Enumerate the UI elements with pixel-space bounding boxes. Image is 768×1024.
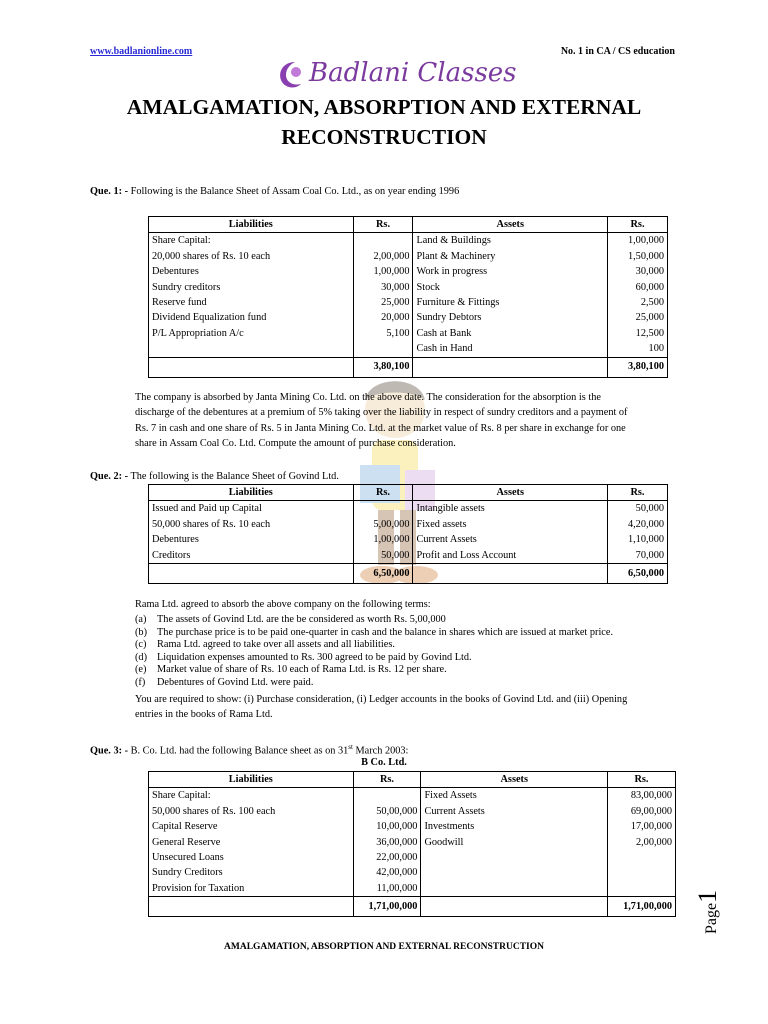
table-cell: Fixed Assets — [421, 788, 608, 804]
table-cell — [353, 501, 413, 517]
page-label: Page — [703, 902, 720, 934]
table-cell — [421, 881, 608, 897]
table-cell: Share Capital: — [149, 788, 354, 804]
table-cell: Work in progress — [413, 264, 608, 279]
table-cell — [149, 897, 354, 917]
table-cell — [353, 341, 413, 357]
q3-balance-sheet — [148, 771, 676, 917]
page-title-line-1: AMALGAMATION, ABSORPTION AND EXTERNAL — [126, 95, 642, 119]
logo-text: Badlani Classes — [309, 58, 517, 88]
q2-required-line-1: You are required to show: (i) Purchase consideration, (i) Ledger accounts in the books of Govind Ltd. and (iii) Opening — [135, 694, 628, 705]
table-row — [149, 788, 676, 804]
table-row — [149, 804, 676, 819]
table-cell — [413, 564, 608, 584]
column-header: Liabilities — [149, 485, 354, 501]
table-cell: Current Assets — [421, 804, 608, 819]
table-header-row — [149, 217, 668, 233]
q2-terms-list — [135, 614, 613, 690]
table-row — [149, 310, 668, 325]
q2-balance-sheet — [148, 484, 668, 584]
total-cell: 1,71,00,000 — [353, 897, 421, 917]
total-cell: 3,80,100 — [608, 357, 668, 377]
list-item-marker: (c) — [135, 639, 147, 651]
table-cell: 30,000 — [353, 280, 413, 295]
total-cell: 6,50,000 — [608, 564, 668, 584]
table-cell: 30,000 — [608, 264, 668, 279]
q1-label: Que. 1: - — [90, 186, 129, 197]
site-link[interactable]: www.badlanionline.com — [90, 46, 193, 57]
table-cell: 2,500 — [608, 295, 668, 310]
table-cell: 42,00,000 — [353, 865, 421, 880]
table-cell: Profit and Loss Account — [413, 548, 608, 564]
paragraph-line: Rs. 7 in cash and one share of Rs. 5 in Janta Mining Co. Ltd. at the market value of Rs. 8 per share in exchange for one — [135, 422, 626, 434]
column-header: Rs. — [608, 485, 668, 501]
table-cell: 1,10,000 — [608, 532, 668, 547]
list-item — [135, 614, 613, 627]
table-cell: Capital Reserve — [149, 819, 354, 834]
q3-intro-sup: st — [348, 743, 353, 751]
table-row — [149, 233, 668, 249]
column-header: Assets — [413, 217, 608, 233]
table-cell: Debentures — [149, 264, 354, 279]
table-row — [149, 881, 676, 897]
page-title-line-2: RECONSTRUCTION — [281, 125, 487, 149]
table-cell: 5,00,000 — [353, 517, 413, 532]
table-cell: Plant & Machinery — [413, 249, 608, 264]
table-cell: 69,00,000 — [608, 804, 676, 819]
q3-company-name: B Co. Ltd. — [361, 757, 407, 768]
table-cell: 20,000 shares of Rs. 10 each — [149, 249, 354, 264]
table-cell: 2,00,000 — [353, 249, 413, 264]
table-cell: 1,00,000 — [353, 264, 413, 279]
q1-intro — [90, 184, 459, 199]
table-row — [149, 835, 676, 850]
list-item-text: The purchase price is to be paid one-quarter in cash and the balance in shares which are issued at market price. — [157, 626, 614, 638]
table-cell: Furniture & Fittings — [413, 295, 608, 310]
total-row — [149, 564, 668, 584]
list-item-marker: (f) — [135, 676, 146, 688]
table-cell: 25,000 — [353, 295, 413, 310]
paragraph-line: discharge of the debentures at a premium of 5% taking over the liability in respect of sundry creditors and a payment of — [135, 407, 628, 419]
q1-paragraph — [135, 390, 680, 452]
logo-icon — [275, 58, 307, 92]
column-header: Assets — [413, 485, 608, 501]
list-item — [135, 627, 613, 640]
table-cell: 17,00,000 — [608, 819, 676, 834]
table-cell: Goodwill — [421, 835, 608, 850]
q3-intro-text-end: March 2003: — [352, 745, 409, 757]
list-item-marker: (d) — [135, 651, 148, 663]
table-cell: 50,00,000 — [353, 804, 421, 819]
table-cell: 10,00,000 — [353, 819, 421, 834]
q3-label: Que. 3: - — [90, 745, 129, 757]
table-cell: Sundry Creditors — [149, 865, 354, 880]
table-cell: Issued and Paid up Capital — [149, 501, 354, 517]
table-cell: Intangible assets — [413, 501, 608, 517]
table-cell: Share Capital: — [149, 233, 354, 249]
total-row — [149, 897, 676, 917]
q2-required-line-2: entries in the books of Rama Ltd. — [135, 709, 273, 721]
table-cell: Debentures — [149, 532, 354, 547]
q2-intro — [90, 469, 339, 484]
table-cell: 50,000 — [608, 501, 668, 517]
logo — [275, 58, 515, 94]
table-cell: 100 — [608, 341, 668, 357]
table-cell: 2,00,000 — [608, 835, 676, 850]
table-cell: 11,00,000 — [353, 881, 421, 897]
table-row — [149, 280, 668, 295]
page-number-value: 1 — [693, 889, 722, 903]
table-cell: 22,00,000 — [353, 850, 421, 865]
table-row — [149, 548, 668, 564]
table-cell: Reserve fund — [149, 295, 354, 310]
table-row — [149, 264, 668, 279]
table-cell — [149, 564, 354, 584]
table-cell: Sundry Debtors — [413, 310, 608, 325]
page-title — [0, 92, 768, 152]
table-header-row — [149, 485, 668, 501]
table-cell — [413, 357, 608, 377]
table-cell — [608, 881, 676, 897]
total-cell: 3,80,100 — [353, 357, 413, 377]
table-cell — [353, 233, 413, 249]
list-item — [135, 652, 613, 665]
table-row — [149, 819, 676, 834]
table-cell: 1,50,000 — [608, 249, 668, 264]
table-cell: Unsecured Loans — [149, 850, 354, 865]
table-cell: Fixed assets — [413, 517, 608, 532]
table-cell: Cash at Bank — [413, 326, 608, 341]
table-cell: 50,000 shares of Rs. 100 each — [149, 804, 354, 819]
paragraph-line: The company is absorbed by Janta Mining Co. Ltd. on the above date. The consideration for the absorption is the — [135, 392, 601, 403]
table-row — [149, 341, 668, 357]
table-row — [149, 295, 668, 310]
table-cell: Dividend Equalization fund — [149, 310, 354, 325]
table-cell: 60,000 — [608, 280, 668, 295]
column-header: Rs. — [353, 772, 421, 788]
table-cell — [353, 788, 421, 804]
table-cell — [608, 865, 676, 880]
total-cell: 6,50,000 — [353, 564, 413, 584]
table-cell: 1,00,000 — [353, 532, 413, 547]
table-cell: 20,000 — [353, 310, 413, 325]
table-row — [149, 517, 668, 532]
table-cell: 1,00,000 — [608, 233, 668, 249]
table-cell: Land & Buildings — [413, 233, 608, 249]
table-row — [149, 532, 668, 547]
table-cell: P/L Appropriation A/c — [149, 326, 354, 341]
table-cell — [421, 850, 608, 865]
page-number — [686, 888, 726, 934]
page-footer: AMALGAMATION, ABSORPTION AND EXTERNAL RECONSTRUCTION — [224, 942, 544, 952]
column-header: Rs. — [353, 485, 413, 501]
table-header-row — [149, 772, 676, 788]
list-item-text: Market value of share of Rs. 10 each of Rama Ltd. is Rs. 12 per share. — [157, 664, 447, 676]
table-cell: Cash in Hand — [413, 341, 608, 357]
total-row — [149, 357, 668, 377]
table-cell — [608, 850, 676, 865]
table-cell: Stock — [413, 280, 608, 295]
table-cell: Current Assets — [413, 532, 608, 547]
table-cell: 12,500 — [608, 326, 668, 341]
table-cell: 50,000 — [353, 548, 413, 564]
column-header: Rs. — [608, 217, 668, 233]
list-item — [135, 664, 613, 677]
table-row — [149, 865, 676, 880]
q2-intro-text: The following is the Balance Sheet of Govind Ltd. — [130, 471, 339, 482]
table-cell: 83,00,000 — [608, 788, 676, 804]
q3-intro-text: B. Co. Ltd. had the following Balance sheet as on 31 — [130, 745, 349, 757]
table-cell: 50,000 shares of Rs. 10 each — [149, 517, 354, 532]
table-row — [149, 501, 668, 517]
table-cell — [421, 897, 608, 917]
column-header: Rs. — [353, 217, 413, 233]
list-item-text: Liquidation expenses amounted to Rs. 300 agreed to be paid by Govind Ltd. — [157, 651, 472, 663]
table-cell — [149, 357, 354, 377]
total-cell: 1,71,00,000 — [608, 897, 676, 917]
table-cell: General Reserve — [149, 835, 354, 850]
table-cell: 25,000 — [608, 310, 668, 325]
list-item-text: The assets of Govind Ltd. are the be considered as worth Rs. 5,00,000 — [157, 614, 446, 625]
table-cell: Investments — [421, 819, 608, 834]
table-row — [149, 850, 676, 865]
table-cell — [421, 865, 608, 880]
table-cell: Creditors — [149, 548, 354, 564]
q1-balance-sheet — [148, 216, 668, 378]
column-header: Liabilities — [149, 772, 354, 788]
q2-terms-intro: Rama Ltd. agreed to absorb the above company on the following terms: — [135, 599, 431, 610]
table-cell: Sundry creditors — [149, 280, 354, 295]
table-row — [149, 249, 668, 264]
table-cell — [149, 341, 354, 357]
list-item — [135, 639, 613, 652]
paragraph-line: share in Assam Coal Co. Ltd. Compute the amount of purchase consideration. — [135, 438, 456, 450]
list-item-text: Debentures of Govind Ltd. were paid. — [157, 676, 314, 688]
table-cell: Provision for Taxation — [149, 881, 354, 897]
table-cell: 5,100 — [353, 326, 413, 341]
q1-intro-text: Following is the Balance Sheet of Assam Coal Co. Ltd., as on year ending 1996 — [130, 186, 460, 197]
q2-label: Que. 2: - — [90, 471, 129, 482]
column-header: Rs. — [608, 772, 676, 788]
list-item-text: Rama Ltd. agreed to take over all assets and all liabilities. — [157, 639, 395, 651]
column-header: Liabilities — [149, 217, 354, 233]
list-item — [135, 677, 613, 690]
list-item-marker: (e) — [135, 664, 147, 676]
q2-required — [135, 692, 627, 723]
table-row — [149, 326, 668, 341]
header-tagline: No. 1 in CA / CS education — [560, 46, 675, 57]
table-cell: 36,00,000 — [353, 835, 421, 850]
list-item-marker: (b) — [135, 626, 148, 638]
svg-text:Page1 — [693, 890, 722, 934]
table-cell: 4,20,000 — [608, 517, 668, 532]
list-item-marker: (a) — [135, 614, 147, 625]
table-cell: 70,000 — [608, 548, 668, 564]
column-header: Assets — [421, 772, 608, 788]
